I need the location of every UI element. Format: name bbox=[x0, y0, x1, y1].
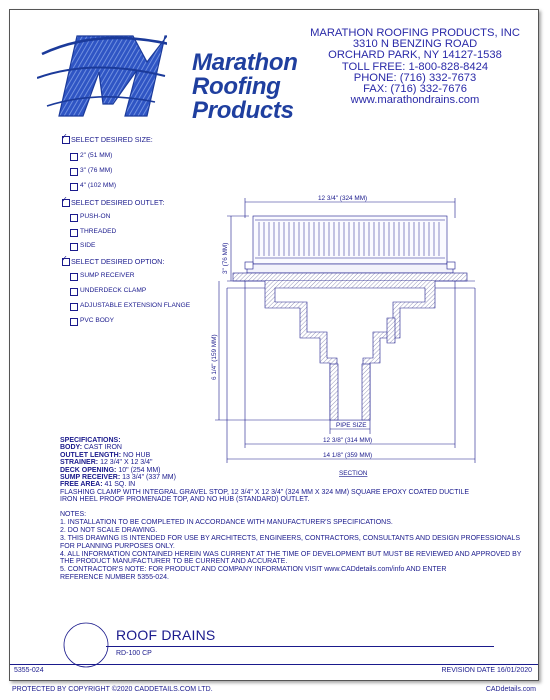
check-icon: ✓ bbox=[61, 195, 68, 204]
size-option-2in: 2" (51 MM) bbox=[80, 152, 113, 159]
specifications bbox=[60, 437, 469, 504]
drawing-sheet bbox=[9, 9, 539, 681]
logo-line-2: Roofing bbox=[192, 73, 281, 100]
option-sump-receiver: SUMP RECEIVER bbox=[80, 272, 135, 279]
size-option-3in: 3" (76 MM) bbox=[80, 167, 113, 174]
caddetails-link[interactable]: CADdetails.com bbox=[485, 686, 536, 693]
spec-row: DECK OPENING: 10" (254 MM) bbox=[60, 466, 161, 474]
note-line: 5. CONTRACTOR'S NOTE: FOR PRODUCT AND COMPANY INFORMATION VISIT www.CADdetails.com/info AND ENTER bbox=[60, 566, 447, 574]
note-line: 2. DO NOT SCALE DRAWING. bbox=[60, 526, 158, 534]
option-underdeck-clamp: UNDERDECK CLAMP bbox=[80, 287, 147, 294]
company-name: MARATHON ROOFING PRODUCTS, INC bbox=[310, 27, 520, 39]
outlet-option-side: SIDE bbox=[80, 242, 96, 249]
logo-m-icon bbox=[37, 18, 167, 128]
option-checkbox-pvc[interactable] bbox=[70, 318, 78, 326]
spec-row: FREE AREA: 41 SQ. IN bbox=[60, 481, 136, 489]
company-web[interactable]: www.marathondrains.com bbox=[350, 94, 480, 107]
logo-line-1: Marathon bbox=[192, 49, 298, 76]
revision-date: REVISION DATE 16/01/2020 bbox=[441, 667, 532, 674]
company-address-1: 3310 N BENZING ROAD bbox=[352, 38, 478, 51]
dim-bottom-1-label: 12 3/8" (314 MM) bbox=[323, 437, 373, 444]
spec-row: SUMP RECEIVER: 13 3/4" (337 MM) bbox=[60, 474, 176, 482]
company-info bbox=[300, 28, 530, 106]
size-checkbox-3in[interactable] bbox=[70, 168, 78, 176]
note-line: FOR PLANNING PURPOSES ONLY. bbox=[60, 542, 175, 550]
note-line: 3. THIS DRAWING IS INTENDED FOR USE BY ARCHITECTS, ENGINEERS, CONTRACTORS, CONSULTANTS AND DESIGN PROFESSIONALS bbox=[60, 534, 520, 542]
size-checkbox-2in[interactable] bbox=[70, 153, 78, 161]
notes-heading: NOTES: bbox=[60, 511, 87, 518]
reference-number: 5355-024 bbox=[14, 667, 44, 674]
option-checkbox-flange[interactable] bbox=[70, 303, 78, 311]
copyright-notice: PROTECTED BY COPYRIGHT ©2020 CADDETAILS.COM LTD. bbox=[12, 686, 213, 693]
title-divider bbox=[106, 646, 494, 647]
size-checkbox-4in[interactable] bbox=[70, 183, 78, 191]
size-option-4in: 4" (102 MM) bbox=[80, 182, 117, 189]
dim-top-label: 12 3/4" (324 MM) bbox=[318, 195, 368, 202]
spec-row: STRAINER: 12 3/4" X 12 3/4" bbox=[60, 459, 153, 467]
company-logo bbox=[22, 18, 298, 128]
note-line: 4. ALL INFORMATION CONTAINED HEREIN WAS CURRENT AT THE TIME OF DEVELOPMENT BUT MUST BE REVIEWED AND APPROVED BY bbox=[60, 550, 522, 558]
notes bbox=[60, 511, 521, 582]
size-heading: SELECT DESIRED SIZE: bbox=[71, 135, 153, 144]
company-phone: PHONE: (716) 332-7673 bbox=[353, 71, 477, 84]
drawing-title: ROOF DRAINS bbox=[116, 627, 216, 643]
spec-row: BODY: CAST IRON bbox=[60, 444, 122, 452]
check-icon: ✓ bbox=[61, 132, 68, 141]
outlet-checkbox-threaded[interactable] bbox=[70, 229, 78, 237]
option-pvc-body: PVC BODY bbox=[80, 317, 115, 324]
spec-desc-2: IRON HEEL PROOF PROMENADE TOP, AND NO HUB (STANDARD) OUTLET. bbox=[60, 496, 310, 504]
specs-heading: SPECIFICATIONS: bbox=[60, 437, 121, 444]
footer-divider bbox=[10, 664, 538, 665]
outlet-option-push-on: PUSH-ON bbox=[80, 213, 111, 220]
outlet-option-threaded: THREADED bbox=[80, 228, 117, 235]
outlet-checkbox-push-on[interactable] bbox=[70, 214, 78, 222]
option-checkbox-sump[interactable] bbox=[70, 273, 78, 281]
pipe-size-label: PIPE SIZE bbox=[336, 422, 367, 429]
option-extension-flange: ADJUSTABLE EXTENSION FLANGE bbox=[80, 302, 191, 309]
dim-left-lower-label: 6 1/4" (159 MM) bbox=[211, 334, 218, 380]
option-checkbox-clamp[interactable] bbox=[70, 288, 78, 296]
dim-left-upper-label: 3" (76 MM) bbox=[222, 242, 229, 274]
note-line: 1. INSTALLATION TO BE COMPLETED IN ACCORDANCE WITH MANUFACTURER'S SPECIFICATIONS. bbox=[60, 518, 393, 526]
check-icon: ✓ bbox=[61, 254, 68, 263]
note-line: THE PRODUCT MANUFACTURER TO BE CURRENT AND ACCURATE. bbox=[60, 558, 288, 566]
section-label: SECTION bbox=[339, 470, 368, 477]
option-heading: SELECT DESIRED OPTION: bbox=[71, 257, 165, 266]
spec-row: OUTLET LENGTH: NO HUB bbox=[60, 451, 151, 459]
outlet-checkbox-side[interactable] bbox=[70, 243, 78, 251]
dim-bottom-2-label: 14 1/8" (359 MM) bbox=[323, 452, 373, 459]
logo-line-3: Products bbox=[192, 97, 294, 124]
note-line: REFERENCE NUMBER 5355-024. bbox=[60, 574, 169, 582]
company-tollfree: TOLL FREE: 1-800-828-8424 bbox=[341, 60, 489, 73]
drawing-subtitle: RD-100 CP bbox=[116, 650, 152, 657]
company-fax: FAX: (716) 332-7676 bbox=[363, 83, 467, 96]
spec-desc-1: FLASHING CLAMP WITH INTEGRAL GRAVEL STOP, 12 3/4" X 12 3/4" (324 MM X 324 MM) SQUARE EPOXY COATED DUCTILE bbox=[60, 488, 470, 496]
company-address-2: ORCHARD PARK, NY 14127-1538 bbox=[328, 49, 502, 62]
detail-bubble-icon bbox=[58, 620, 114, 670]
drain-section-drawing bbox=[205, 188, 505, 478]
outlet-heading: SELECT DESIRED OUTLET: bbox=[71, 198, 165, 207]
